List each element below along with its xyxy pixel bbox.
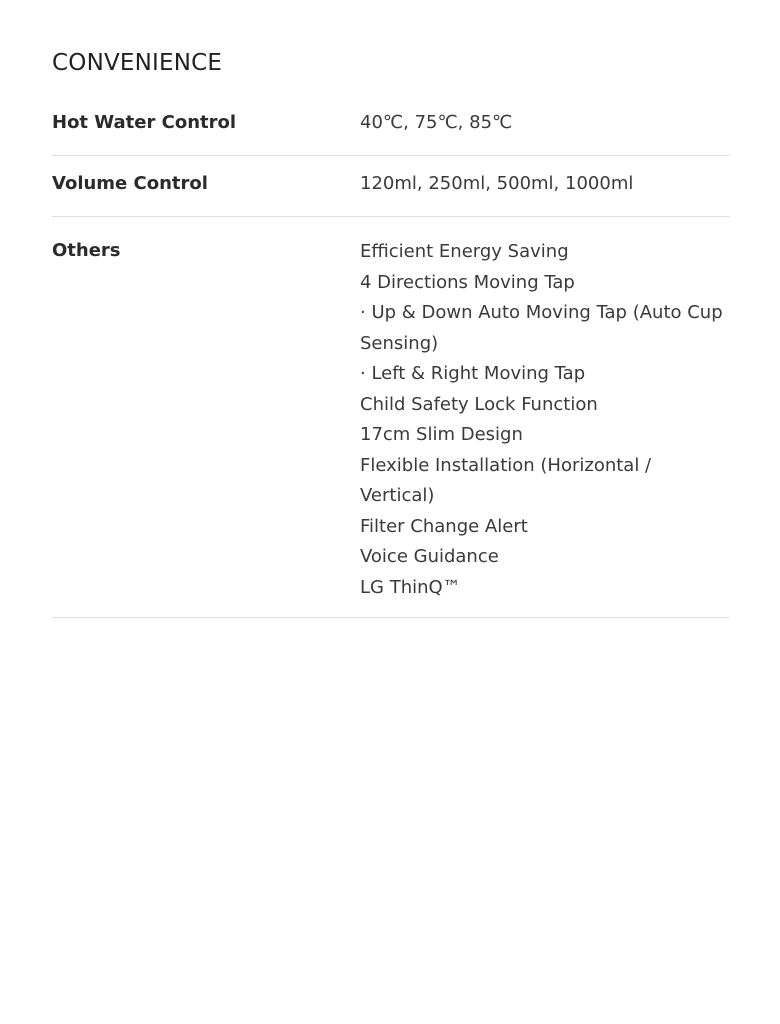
- spec-value-line: Flexible Installation (Horizontal / Vertical): [360, 454, 652, 506]
- spec-label: Others: [52, 240, 121, 261]
- spec-label: Volume Control: [52, 173, 208, 194]
- spec-value: [360, 109, 730, 137]
- spec-value-line: Sensing): [360, 332, 439, 354]
- section-title: CONVENIENCE: [52, 50, 223, 76]
- spec-row-volume-control: [52, 156, 730, 217]
- spec-value-line: 40℃, 75℃, 85℃: [360, 112, 513, 133]
- spec-value-line: 17cm Slim Design: [360, 424, 523, 445]
- spec-value-line: Efficient Energy Saving: [360, 241, 569, 262]
- spec-value-line: · Up & Down Auto Moving Tap (Auto Cup: [360, 302, 723, 323]
- spec-row-hot-water-control: [52, 95, 730, 156]
- spec-value-line: 4 Directions Moving Tap: [360, 271, 575, 293]
- spec-value-line: 120ml, 250ml, 500ml, 1000ml: [360, 173, 634, 194]
- convenience-section: [52, 0, 730, 618]
- spec-table: [52, 95, 730, 618]
- spec-row-others: [52, 217, 730, 618]
- spec-value: [360, 170, 730, 198]
- spec-value-line: LG ThinQ™: [360, 576, 461, 598]
- spec-label: Hot Water Control: [52, 112, 237, 133]
- spec-value-line: Filter Change Alert: [360, 515, 528, 537]
- spec-value: [360, 237, 730, 603]
- spec-value-line: Voice Guidance: [360, 546, 499, 567]
- spec-value-line: Child Safety Lock Function: [360, 393, 598, 415]
- spec-value-line: · Left & Right Moving Tap: [360, 363, 586, 384]
